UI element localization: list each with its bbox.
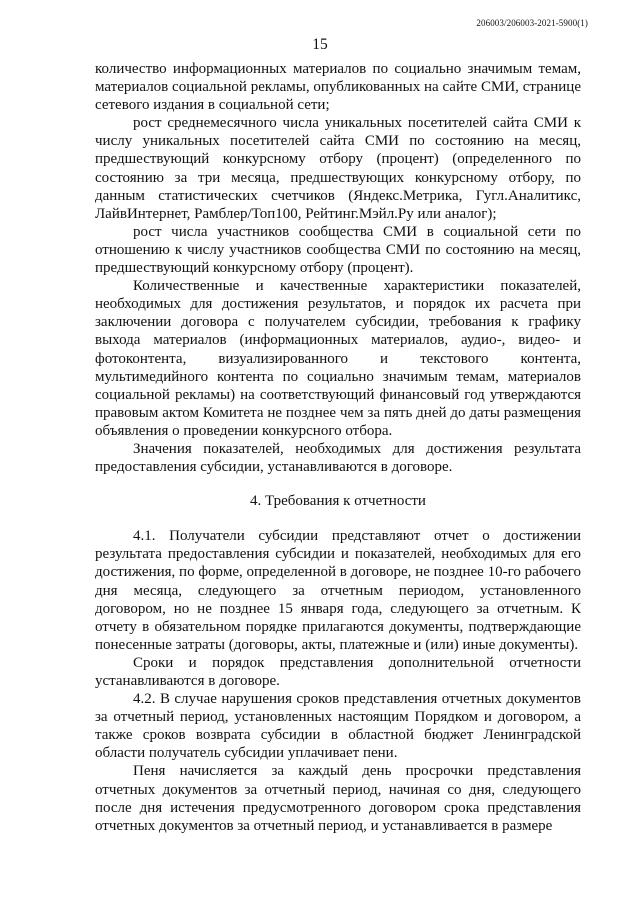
paragraph-penalty-accrual: Пеня начисляется за каждый день просрочки представления отчетных документов за отчетный период, начиная со дня, следующего после дня истечения предусмотренного договором срока представления отчетных документов за отчетный период, и устанавливается в размере [95,763,581,834]
document-id: 206003/206003-2021-5900(1) [476,18,588,28]
paragraph-indicator-values: Значения показателей, необходимых для достижения результата предоставления субсидии, устанавливаются в договоре. [95,440,581,476]
paragraph-info-materials-count: количество информационных материалов по социально значимым темам, материалов социальной рекламы, опубликованных на сайте СМИ, странице сетевого издания в социальной сети; [95,61,581,114]
paragraph-additional-reporting: Сроки и порядок представления дополнительной отчетности устанавливаются в договоре. [95,654,581,689]
paragraph-indicator-characteristics: Количественные и качественные характеристики показателей, необходимых для достижения результатов, и порядок их расчета при заключении договора с получателем субсидии, требования к графику выхода материалов (информационных материалов, аудио-, видео- и фотоконтента, визуализированного и текстового контента, мультимедийного контента по социально значимым темам, материалов социальной рекламы) на соответствующий финансовый год утверждаются правовым актом Комитета не позднее чем за пять дней до даты размещения объявления о проведении конкурсного отбора. [95,278,581,439]
paragraph-community-growth: рост числа участников сообщества СМИ в социальной сети по отношению к числу участников сообщества СМИ по состоянию на месяц, предшествующий конкурсному отбору (процент). [95,223,581,277]
section-heading: 4. Требования к отчетности [250,493,426,510]
page-number: 15 [312,36,328,53]
paragraph-4-2-penalties: 4.2. В случае нарушения сроков представления отчетных документов за отчетный период, установленных настоящим Порядком и договором, а также сроков возврата субсидии в областной бюджет Ленинградской области получатель субсидии уплачивает пени. [95,691,581,762]
document-body [95,60,581,835]
paragraph-site-visitors-growth: рост среднемесячного числа уникальных посетителей сайта СМИ к числу уникальных посетителей сайта СМИ по состоянию на месяц, предшествующий конкурсному отбору (процент) (определенного по состоянию за три месяца, предшествующих конкурсному отбору, по данным статистических счетчиков (Яндекс.Метрика, Гугл.Аналитикс, ЛайвИнтернет, Рамблер/Топ100, Рейтинг.Мэйл.Ру или аналог); [95,115,581,222]
paragraph-4-1-report: 4.1. Получатели субсидии представляют отчет о достижении результата предоставления субсидии и показателей, необходимых для его достижения, по форме, определенной в договоре, не позднее 10-го рабочего дня месяца, следующего за отчетным периодом, установленного договором, но не позднее 15 января года, следующего за отчетным. К отчету в обязательном порядке прилагаются документы, подтверждающие понесенные затраты (договоры, акты, платежные и (или) иные документы). [95,528,581,653]
